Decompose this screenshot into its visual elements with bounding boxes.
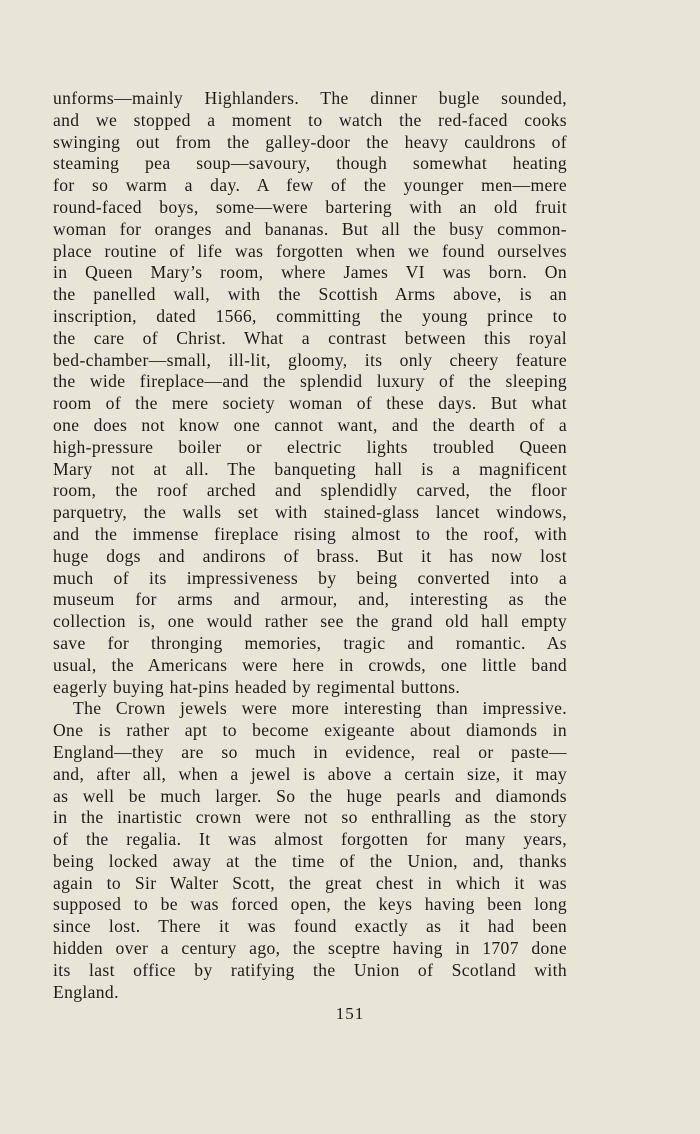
- text-line: huge dogs and andirons of brass. But it has now lost: [53, 545, 567, 566]
- text-line: of the regalia. It was almost forgotten for many years,: [53, 829, 567, 850]
- text-line: in Queen Mary’s room, where James VI was born. On: [53, 262, 567, 283]
- text-line: swinging out from the galley-door the heavy cauldrons of: [53, 131, 567, 152]
- text-line: being locked away at the time of the Union, and, thanks: [53, 850, 567, 871]
- text-line: woman for oranges and bananas. But all the busy common-: [53, 218, 567, 239]
- text-line: the care of Christ. What a contrast between this royal: [53, 327, 567, 348]
- text-line: save for thronging memories, tragic and romantic. As: [53, 632, 567, 653]
- body-text: [53, 88, 567, 1003]
- text-line: inscription, dated 1566, committing the young prince to: [53, 305, 567, 326]
- text-line: as well be much larger. So the huge pearls and diamonds: [53, 785, 567, 806]
- text-line: the wide fireplace—and the splendid luxury of the sleeping: [53, 371, 567, 392]
- text-line: museum for arms and armour, and, interesting as the: [53, 589, 567, 610]
- text-line: since lost. There it was found exactly as it had been: [53, 916, 567, 937]
- text-line: hidden over a century ago, the sceptre having in 1707 done: [53, 938, 567, 959]
- text-line: The Crown jewels were more interesting than impressive.: [73, 698, 567, 719]
- text-line: England—they are so much in evidence, real or paste—: [53, 741, 567, 762]
- text-line: unforms—mainly Highlanders. The dinner bugle sounded,: [53, 88, 567, 108]
- text-line: supposed to be was forced open, the keys having been long: [53, 894, 567, 915]
- text-line: room, the roof arched and splendidly carved, the floor: [53, 480, 567, 501]
- text-line: in the inartistic crown were not so enthralling as the story: [53, 807, 567, 828]
- text-line: parquetry, the walls set with stained-glass lancet windows,: [53, 502, 567, 523]
- text-line: again to Sir Walter Scott, the great chest in which it was: [53, 872, 567, 893]
- text-line: for so warm a day. A few of the younger men—mere: [53, 175, 567, 196]
- text-line: the panelled wall, with the Scottish Arms above, is an: [53, 284, 567, 305]
- text-line: and, after all, when a jewel is above a certain size, it may: [53, 763, 567, 784]
- text-line: England.: [53, 981, 119, 1002]
- text-line: steaming pea soup—savoury, though somewhat heating: [53, 153, 567, 174]
- text-line: its last office by ratifying the Union of Scotland with: [53, 959, 567, 980]
- text-line: bed-chamber—small, ill-lit, gloomy, its only cheery feature: [53, 349, 567, 370]
- text-line: much of its impressiveness by being converted into a: [53, 567, 567, 588]
- text-line: and we stopped a moment to watch the red-faced cooks: [53, 109, 567, 130]
- text-line: one does not know one cannot want, and the dearth of a: [53, 414, 567, 435]
- text-line: round-faced boys, some—were bartering with an old fruit: [53, 196, 567, 217]
- text-line: and the immense fireplace rising almost to the roof, with: [53, 523, 567, 544]
- text-line: high-pressure boiler or electric lights troubled Queen: [53, 436, 567, 457]
- text-line: eagerly buying hat-pins headed by regimental buttons.: [53, 676, 461, 697]
- text-line: place routine of life was forgotten when we found ourselves: [53, 240, 567, 261]
- page-number: 151: [335, 1004, 365, 1023]
- text-line: room of the mere society woman of these days. But what: [53, 393, 567, 414]
- text-line: Mary not at all. The banqueting hall is a magnificent: [53, 458, 567, 479]
- text-line: One is rather apt to become exigeante about diamonds in: [53, 720, 567, 741]
- text-line: collection is, one would rather see the grand old hall empty: [53, 611, 567, 632]
- text-line: usual, the Americans were here in crowds, one little band: [53, 654, 567, 675]
